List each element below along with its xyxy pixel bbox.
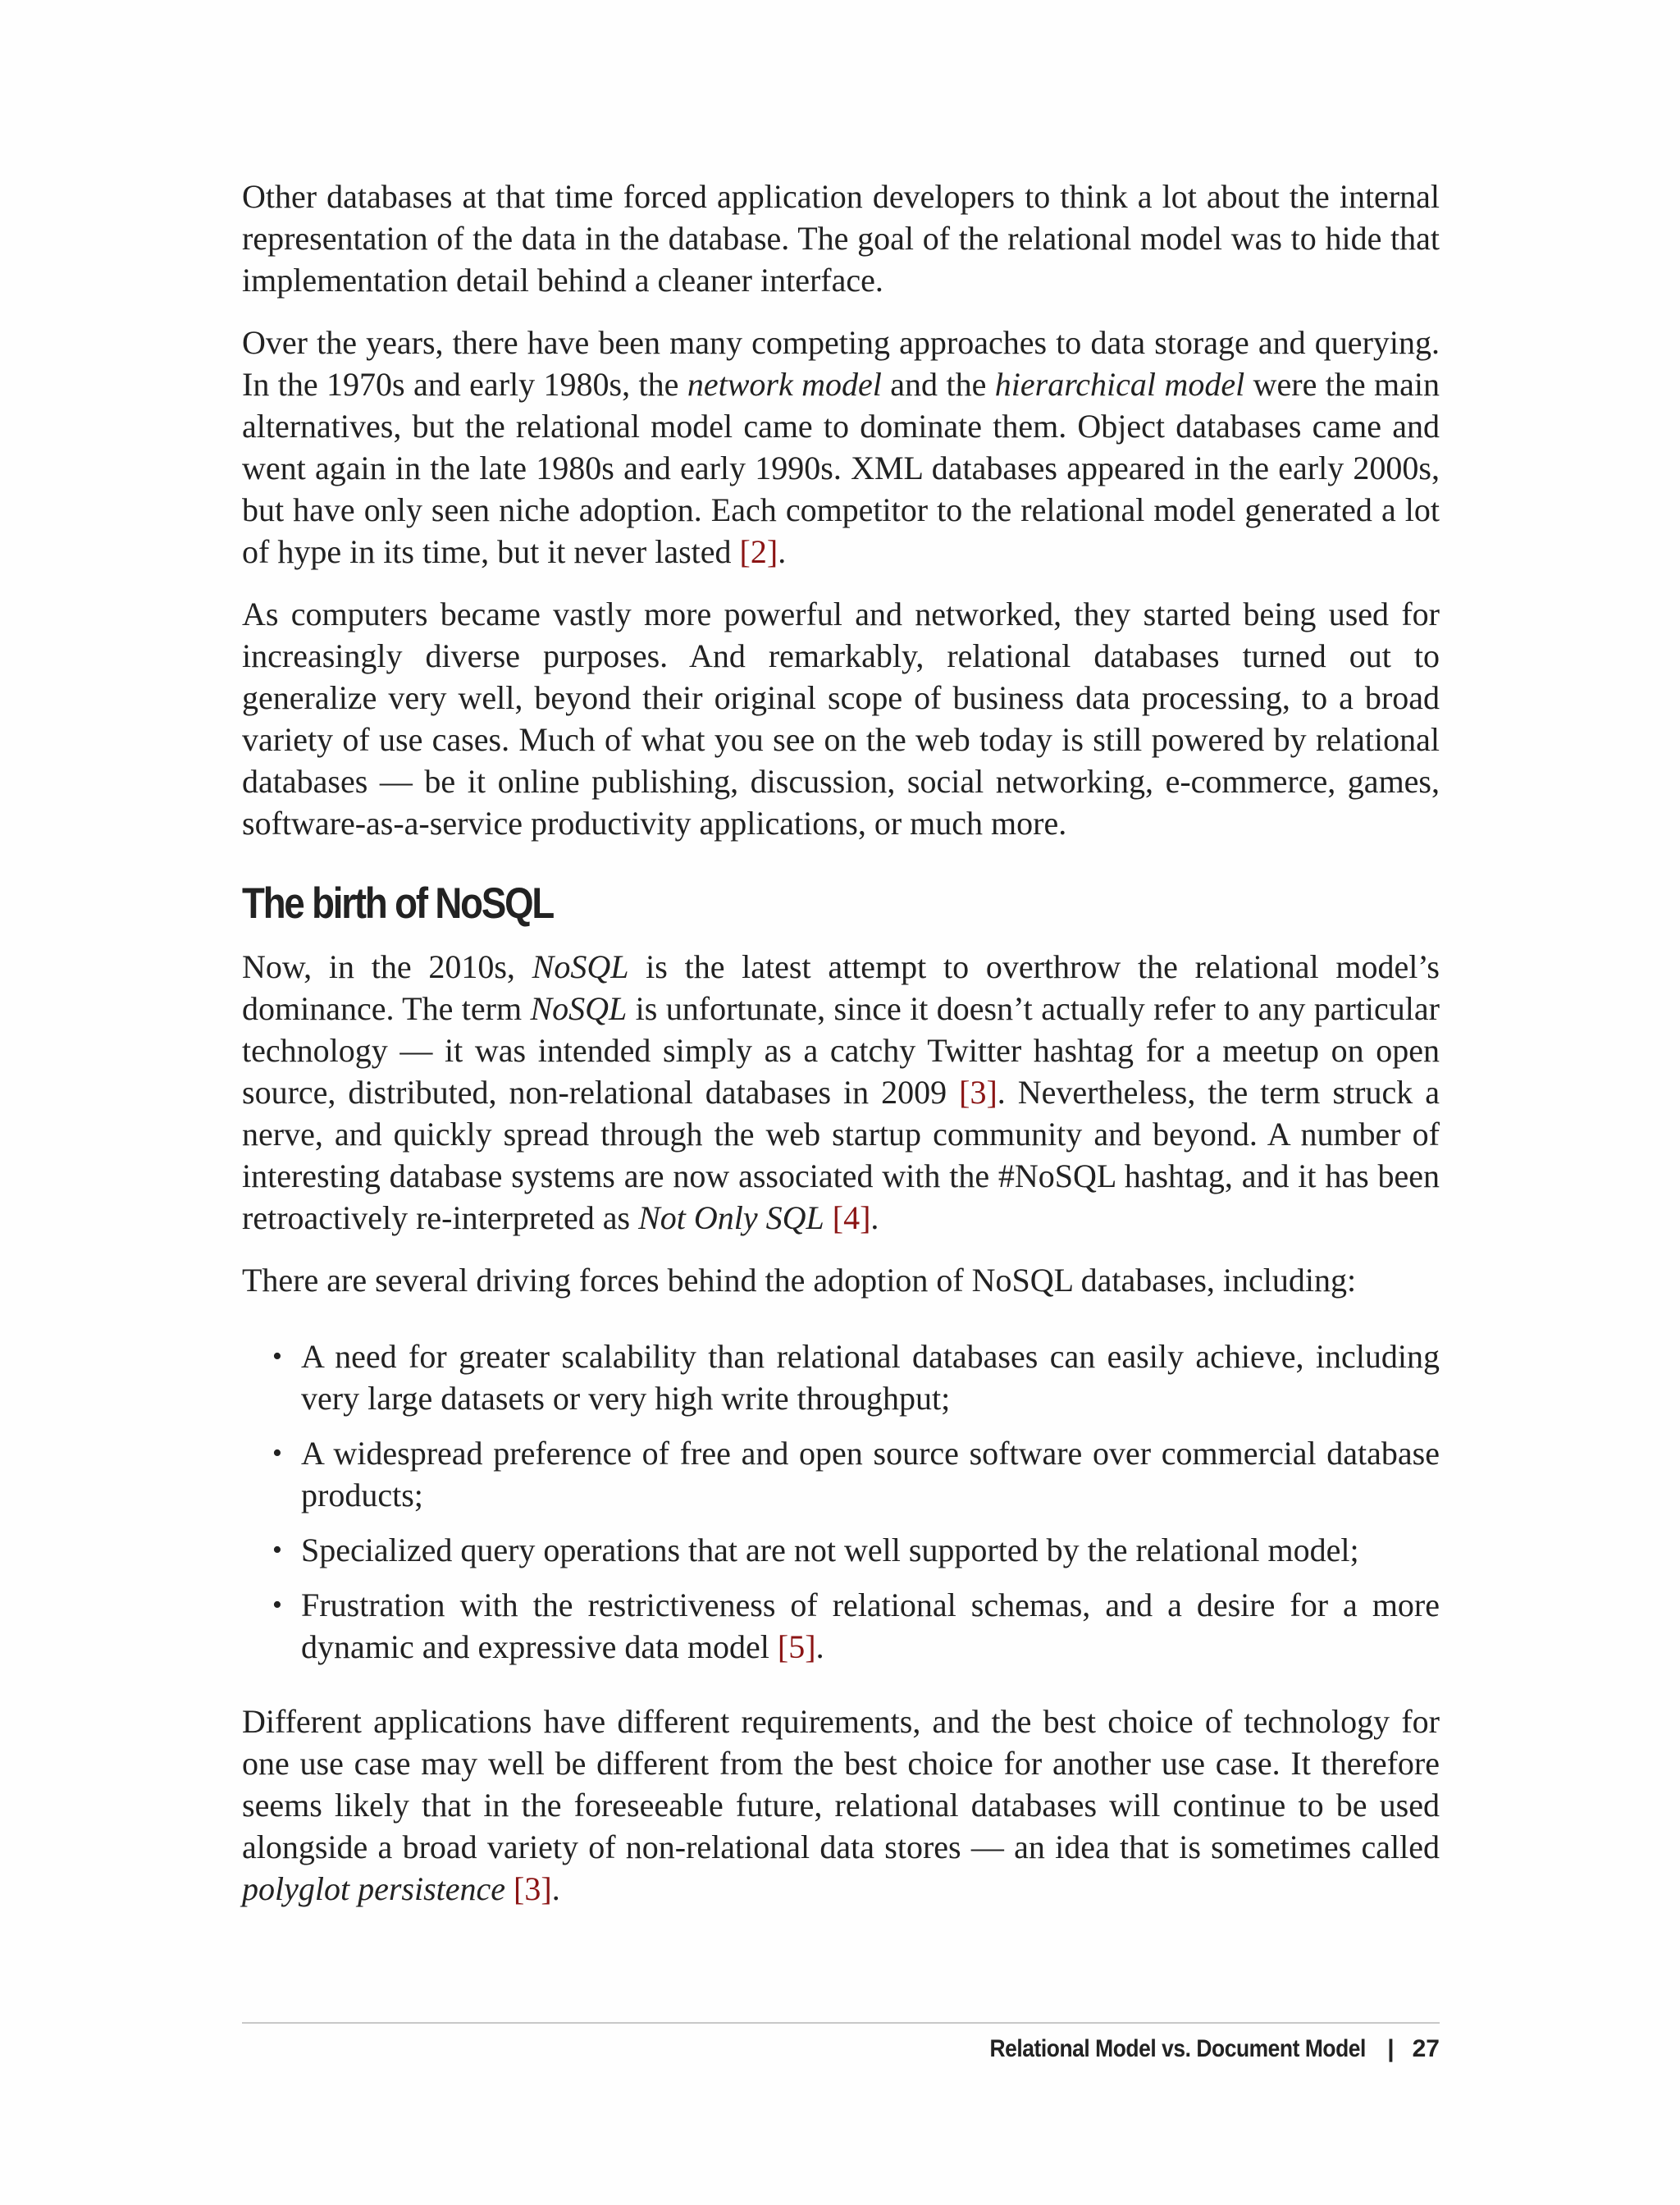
paragraph-computers-powerful: As computers became vastly more powerful and networked, they started being used for increasingly diverse purposes. And remarkably, relational databases turned out to generalize very well, beyond their original scope of business data processing, to a broad variety of use cases. Much of what you see on the web today is still powered by relational databases — be it online publishing, discussion, social networking, e-commerce, games, software-as-a-service productivity applications, or much more. — [242, 596, 1440, 842]
text: Different applications have different requirements, and the best choice of technology for one use case may well be different from the best choice for another use case. It therefore seems likely that in the foreseeable future, relational databases will continue to be used alongside a broad variety of non-relational data stores — an idea that is sometimes called — [242, 1703, 1440, 1865]
list-item-text: A need for greater scalability than relational databases can easily achieve, including very large datasets or very high write throughput; — [301, 1338, 1440, 1417]
paragraph-nosql-origin — [242, 946, 1440, 1239]
page-footer — [242, 2033, 1440, 2066]
citation-link-5[interactable]: [5] — [777, 1628, 816, 1665]
text: . — [551, 1870, 560, 1907]
term-polyglot-persistence: polyglot persistence — [242, 1870, 506, 1907]
text — [505, 1870, 514, 1907]
text: . — [870, 1199, 879, 1236]
text: . Nevertheless, the term struck a nerve, and quickly spread through the web startup community and beyond. A number of interesting database systems are now associated with the #NoSQL hashtag, and it has been retroactively re-interpreted as — [242, 1074, 1440, 1236]
term-network-model: network model — [687, 366, 882, 403]
term-hierarchical-model: hierarchical model — [994, 366, 1245, 403]
list-item — [242, 1529, 1440, 1571]
page-number: 27 — [1412, 2035, 1440, 2062]
footer-separator: | — [1387, 2035, 1395, 2062]
page-content — [242, 176, 1440, 1930]
footer-divider — [242, 2022, 1440, 2024]
citation-link-2[interactable]: [2] — [739, 533, 778, 570]
list-item-text: Specialized query operations that are not well supported by the relational model; — [301, 1532, 1359, 1568]
bullet-icon: • — [272, 1535, 282, 1565]
text: is the latest attempt to overthrow the relational model’s dominance. The term — [242, 948, 1440, 1027]
list-item — [242, 1584, 1440, 1668]
section-heading: The birth of NoSQL — [242, 879, 554, 928]
paragraph-internal-representation: Other databases at that time forced application developers to think a lot about the internal representation of the data in the database. The goal of the relational model was to hide that implementation detail behind a cleaner interface. — [242, 178, 1440, 299]
paragraph-polyglot-persistence — [242, 1701, 1440, 1910]
bullet-icon: • — [272, 1590, 282, 1620]
list-item-text: Frustration with the restrictiveness of relational schemas, and a desire for a more dynamic and expressive data model — [301, 1586, 1440, 1665]
term-nosql: NoSQL — [530, 990, 628, 1027]
list-item-text: . — [815, 1628, 824, 1665]
bullet-icon: • — [272, 1438, 282, 1468]
citation-link-3[interactable]: [3] — [959, 1074, 998, 1111]
text: were the main alternatives, but the relational model came to dominate them. Object databases came and went again in the late 1980s and early 1990s. XML databases appeared in the early 2000s, but have only seen niche adoption. Each competitor to the relational model generated a lot of hype in its time, but it never lasted — [242, 366, 1440, 570]
running-title: Relational Model vs. Document Model — [989, 2035, 1367, 2062]
citation-link-4[interactable]: [4] — [832, 1199, 871, 1236]
term-nosql: NoSQL — [532, 948, 629, 985]
bullet-icon: • — [272, 1341, 282, 1372]
citation-link-3[interactable]: [3] — [514, 1870, 552, 1907]
driving-forces-list — [242, 1335, 1440, 1668]
text: . — [778, 533, 787, 570]
paragraph-driving-forces: There are several driving forces behind the adoption of NoSQL databases, including: — [242, 1262, 1357, 1299]
paragraph-competing-approaches — [242, 322, 1440, 573]
text: is unfortunate, since it doesn’t actually refer to any particular technology — it was intended simply as a catchy Twitter hashtag for a meetup on open source, distributed, non-relational databases in 2009 — [242, 990, 1440, 1111]
list-item — [242, 1335, 1440, 1419]
text: Over the years, there have been many competing approaches to data storage and querying. In the 1970s and early 1980s, the — [242, 324, 1440, 403]
text: Now, in the 2010s, — [242, 948, 532, 985]
term-not-only-sql: Not Only SQL — [638, 1199, 824, 1236]
list-item-text: A widespread preference of free and open source software over commercial database products; — [301, 1435, 1440, 1513]
text — [824, 1199, 833, 1236]
text: and the — [881, 366, 995, 403]
list-item — [242, 1432, 1440, 1516]
